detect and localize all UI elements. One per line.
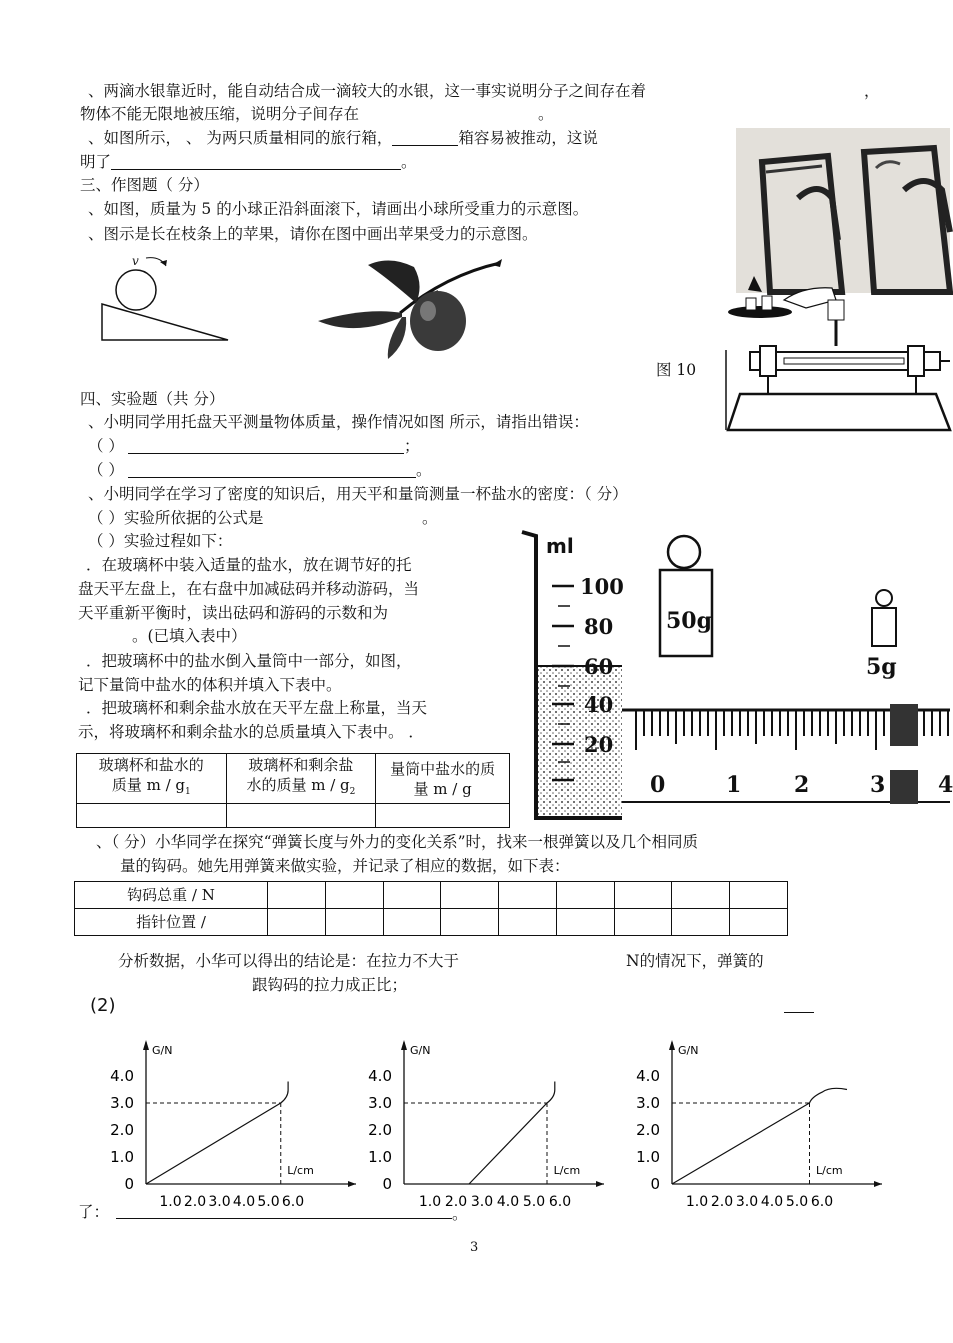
x-tick-label: 6.0: [281, 1194, 305, 1210]
measuring-cylinder: [518, 530, 622, 822]
spring-cell[interactable]: [441, 909, 499, 936]
y-tick-label: 3.0: [368, 1094, 392, 1112]
q-density-1-end: 。: [422, 509, 438, 527]
row-label-weight: 钩码总重 / N: [75, 882, 268, 909]
spring-cell[interactable]: [325, 882, 383, 909]
col-header-m2: [226, 754, 376, 804]
ruler-label-0: 0: [650, 772, 666, 798]
series-line: [469, 1082, 555, 1185]
y-axis-label: G/N: [152, 1044, 173, 1057]
spring-cell[interactable]: [730, 909, 788, 936]
spring-cell[interactable]: [556, 909, 614, 936]
last-line-prefix: 了：: [78, 1203, 110, 1221]
step-b-line2: 记下量筒中盐水的体积并填入下表中。: [78, 676, 342, 694]
q-density-1: （ ）实验所依据的公式是: [88, 509, 264, 527]
y-tick-label: 0: [650, 1175, 660, 1193]
q-mercury-line2-end: 。: [538, 105, 554, 123]
y-axis-label: G/N: [410, 1044, 431, 1057]
blank-1-end: ；: [403, 437, 420, 455]
density-table-header: [77, 754, 510, 804]
apple-branch-figure: [316, 255, 506, 361]
q-mercury-comma: ，: [864, 82, 880, 100]
step-c-line2: 示，将玻璃杯和剩余盐水的总质量填入下表中。 ．: [78, 723, 424, 741]
spring-cell[interactable]: [383, 882, 441, 909]
spring-row-weight: [75, 882, 788, 909]
cylinder-tick-40: 40: [584, 692, 614, 717]
spring-cell[interactable]: [614, 909, 672, 936]
x-tick-label: 1.0: [418, 1194, 442, 1210]
spring-cell[interactable]: [499, 909, 557, 936]
cell-m1[interactable]: [77, 804, 227, 828]
y-tick-label: 4.0: [368, 1067, 392, 1085]
graphs-svg: [0, 1030, 950, 1210]
m2-line2: [227, 775, 376, 802]
step-a-line3: 天平重新平衡时，读出砝码和游码的示数和为: [78, 604, 389, 622]
ruler-label-1: 1: [726, 772, 742, 798]
analysis-line1a: 分析数据，小华可以得出的结论是：在拉力不大于: [118, 952, 460, 970]
col-header-m1: [77, 754, 227, 804]
y-axis-arrow: [143, 1040, 149, 1050]
error-blank-2: [88, 460, 431, 480]
q-box-line1: [88, 128, 598, 148]
spring-cell[interactable]: [325, 909, 383, 936]
m1-line2: [77, 775, 226, 802]
cell-m2[interactable]: [226, 804, 376, 828]
x-tick-label: 6.0: [810, 1194, 834, 1210]
x-tick-label: 2.0: [183, 1194, 207, 1210]
m2-sub: 2: [349, 787, 356, 797]
density-table: [76, 753, 510, 828]
cylinder-unit: ml: [546, 534, 574, 558]
m1-line1: 玻璃杯和盐水的: [98, 756, 204, 774]
q-balance: 、小明同学用托盘天平测量物体质量，操作情况如图 所示，请指出错误：: [88, 413, 589, 431]
figure-10-label: 图 10: [656, 361, 697, 379]
section-3-title: 三、作图题（ 分）: [80, 176, 209, 194]
x-tick-label: 5.0: [257, 1194, 280, 1210]
cylinder-tick-80: 80: [584, 614, 614, 639]
x-tick-label: 4.0: [496, 1194, 520, 1210]
cell-m[interactable]: [376, 804, 510, 828]
x-tick-label: 3.0: [208, 1194, 231, 1210]
m2-line1: 玻璃杯和剩余盐: [248, 756, 354, 774]
q-spring-line1: 、（ 分）小华同学在探究“弹簧长度与外力的变化关系”时，找来一根弹簧以及几个相同质: [96, 833, 699, 851]
x-tick-label: 1.0: [159, 1194, 182, 1210]
analysis-line2: 跟钩码的拉力成正比；: [252, 976, 408, 994]
spring-cell[interactable]: [672, 909, 730, 936]
part-2-label: (2): [90, 995, 116, 1016]
step-a-line1: ．在玻璃杯中装入适量的盐水，放在调节好的托: [86, 556, 412, 574]
x-tick-label: 3.0: [470, 1194, 494, 1210]
m-line1: 量筒中盐水的质: [390, 759, 496, 778]
y-tick-label: 2.0: [368, 1121, 392, 1139]
spring-cell[interactable]: [499, 882, 557, 909]
analysis-line1b: N的情况下，弹簧的: [626, 952, 764, 970]
blank-1-label: （ ）: [88, 437, 124, 455]
spring-cell[interactable]: [730, 882, 788, 909]
spring-cell[interactable]: [383, 909, 441, 936]
m2-unit: 水的质量 m / g: [246, 776, 350, 794]
x-tick-label: 6.0: [548, 1194, 572, 1210]
spring-cell[interactable]: [614, 882, 672, 909]
q-box-text-b: 箱容易被推动，这说: [458, 129, 598, 147]
ruler-label-3: 3: [870, 772, 886, 798]
y-axis-arrow: [401, 1040, 407, 1050]
y-tick-label: 2.0: [110, 1121, 134, 1139]
q-density: 、小明同学在学习了密度的知识后，用天平和量筒测量一杯盐水的密度：（ 分）: [88, 485, 628, 503]
m1-unit: 质量 m / g: [111, 776, 186, 794]
row-label-position: 指针位置 /: [75, 909, 268, 936]
y-tick-label: 1.0: [368, 1148, 392, 1166]
balance-figure: [724, 270, 950, 430]
y-tick-label: 0: [124, 1175, 134, 1193]
spring-cell[interactable]: [556, 882, 614, 909]
x-tick-label: 2.0: [710, 1194, 734, 1210]
spring-row-position: [75, 909, 788, 936]
x-tick-label: 5.0: [785, 1194, 809, 1210]
answer-blank[interactable]: [128, 461, 416, 478]
suitcases-photo: [736, 128, 950, 293]
balance-drawing: [724, 270, 950, 430]
x-tick-label: 2.0: [444, 1194, 468, 1210]
y-axis-arrow: [669, 1040, 675, 1050]
ball-incline-figure: [96, 252, 236, 344]
x-axis-label: L/cm: [816, 1164, 843, 1177]
section-4-title: 四、实验题（共 分）: [80, 390, 225, 408]
weights-and-scale: [622, 518, 953, 822]
ruler-label-2: 2: [794, 772, 810, 798]
x-tick-label: 3.0: [735, 1194, 759, 1210]
cylinder-tick-20: 20: [584, 732, 614, 757]
m1-sub: 1: [185, 787, 191, 797]
q-spring-line2: 量的钩码。她先用弹簧来做实验，并记录了相应的数据，如下表：: [120, 857, 570, 875]
answer-blank[interactable]: [128, 437, 404, 454]
q-apple: 、图示是长在枝条上的苹果，请你在图中画出苹果受力的示意图。: [88, 225, 538, 243]
answer-blank[interactable]: [392, 129, 458, 146]
spring-cell[interactable]: [268, 882, 326, 909]
q-box-line2: [80, 152, 417, 172]
y-tick-label: 3.0: [110, 1094, 134, 1112]
weights-drawing: [622, 518, 950, 822]
step-a-line2: 盘天平左盘上，在右盘中加减砝码并移动游码，当: [78, 580, 420, 598]
x-axis-arrow: [874, 1181, 882, 1187]
answer-blank[interactable]: [111, 153, 401, 170]
weight-50g-label: 50g: [666, 608, 712, 634]
spring-table: [74, 881, 788, 936]
cylinder-tick-60: 60: [584, 654, 614, 679]
y-tick-label: 2.0: [636, 1121, 660, 1139]
x-tick-label: 4.0: [760, 1194, 784, 1210]
ruler-label-4: 4: [938, 772, 953, 798]
density-table-row: [77, 804, 510, 828]
series-line: [146, 1082, 288, 1185]
q-box-text-a: 、如图所示， 、 为两只质量相同的旅行箱，: [88, 129, 393, 147]
spring-cell[interactable]: [268, 909, 326, 936]
x-axis-label: L/cm: [287, 1164, 314, 1177]
error-blank-1: [88, 436, 419, 456]
y-tick-label: 1.0: [636, 1148, 660, 1166]
velocity-label: v: [132, 254, 139, 268]
q-ball: 、如图，质量为 5 的小球正沿斜面滚下，请画出小球所受重力的示意图。: [88, 200, 589, 218]
suitcase-drawing: [736, 128, 950, 293]
step-b-line1: ．把玻璃杯中的盐水倒入量筒中一部分，如图，: [86, 652, 412, 670]
x-tick-label: 4.0: [232, 1194, 256, 1210]
y-tick-label: 3.0: [636, 1094, 660, 1112]
step-a-line4: 。(已填入表中）: [132, 627, 247, 645]
y-tick-label: 4.0: [110, 1067, 134, 1085]
q-box-end: 。: [401, 153, 417, 171]
col-header-m: [376, 754, 510, 804]
y-axis-label: G/N: [678, 1044, 699, 1057]
x-axis-label: L/cm: [553, 1164, 581, 1177]
q-mercury-line2: 物体不能无限地被压缩，说明分子间存在: [80, 105, 360, 123]
blank-2-label: （ ）: [88, 461, 124, 479]
step-c-line1: ．把玻璃杯和剩余盐水放在天平左盘上称量，当天: [86, 699, 428, 717]
x-axis-arrow: [348, 1181, 356, 1187]
q-mercury-line1: 、两滴水银靠近时，能自动结合成一滴较大的水银，这一事实说明分子之间存在着: [88, 82, 647, 100]
blank-2-end: 。: [415, 461, 432, 479]
y-tick-label: 0: [382, 1175, 392, 1193]
m-line2: 量 m / g: [413, 779, 472, 798]
last-line-end: 。: [452, 1205, 468, 1223]
spring-cell[interactable]: [672, 882, 730, 909]
q-density-2: （ ）实验过程如下：: [88, 532, 233, 550]
cylinder-tick-100: 100: [580, 574, 624, 599]
weight-5g-label: 5g: [866, 654, 897, 680]
x-tick-label: 1.0: [685, 1194, 709, 1210]
q-box-text-c: 明了: [80, 153, 112, 171]
answer-blank[interactable]: [784, 1012, 814, 1013]
y-tick-label: 4.0: [636, 1067, 660, 1085]
answer-blank[interactable]: [116, 1218, 452, 1219]
y-tick-label: 1.0: [110, 1148, 134, 1166]
x-tick-label: 5.0: [522, 1194, 546, 1210]
x-axis-arrow: [596, 1181, 604, 1187]
spring-cell[interactable]: [441, 882, 499, 909]
page-number: 3: [470, 1240, 479, 1255]
